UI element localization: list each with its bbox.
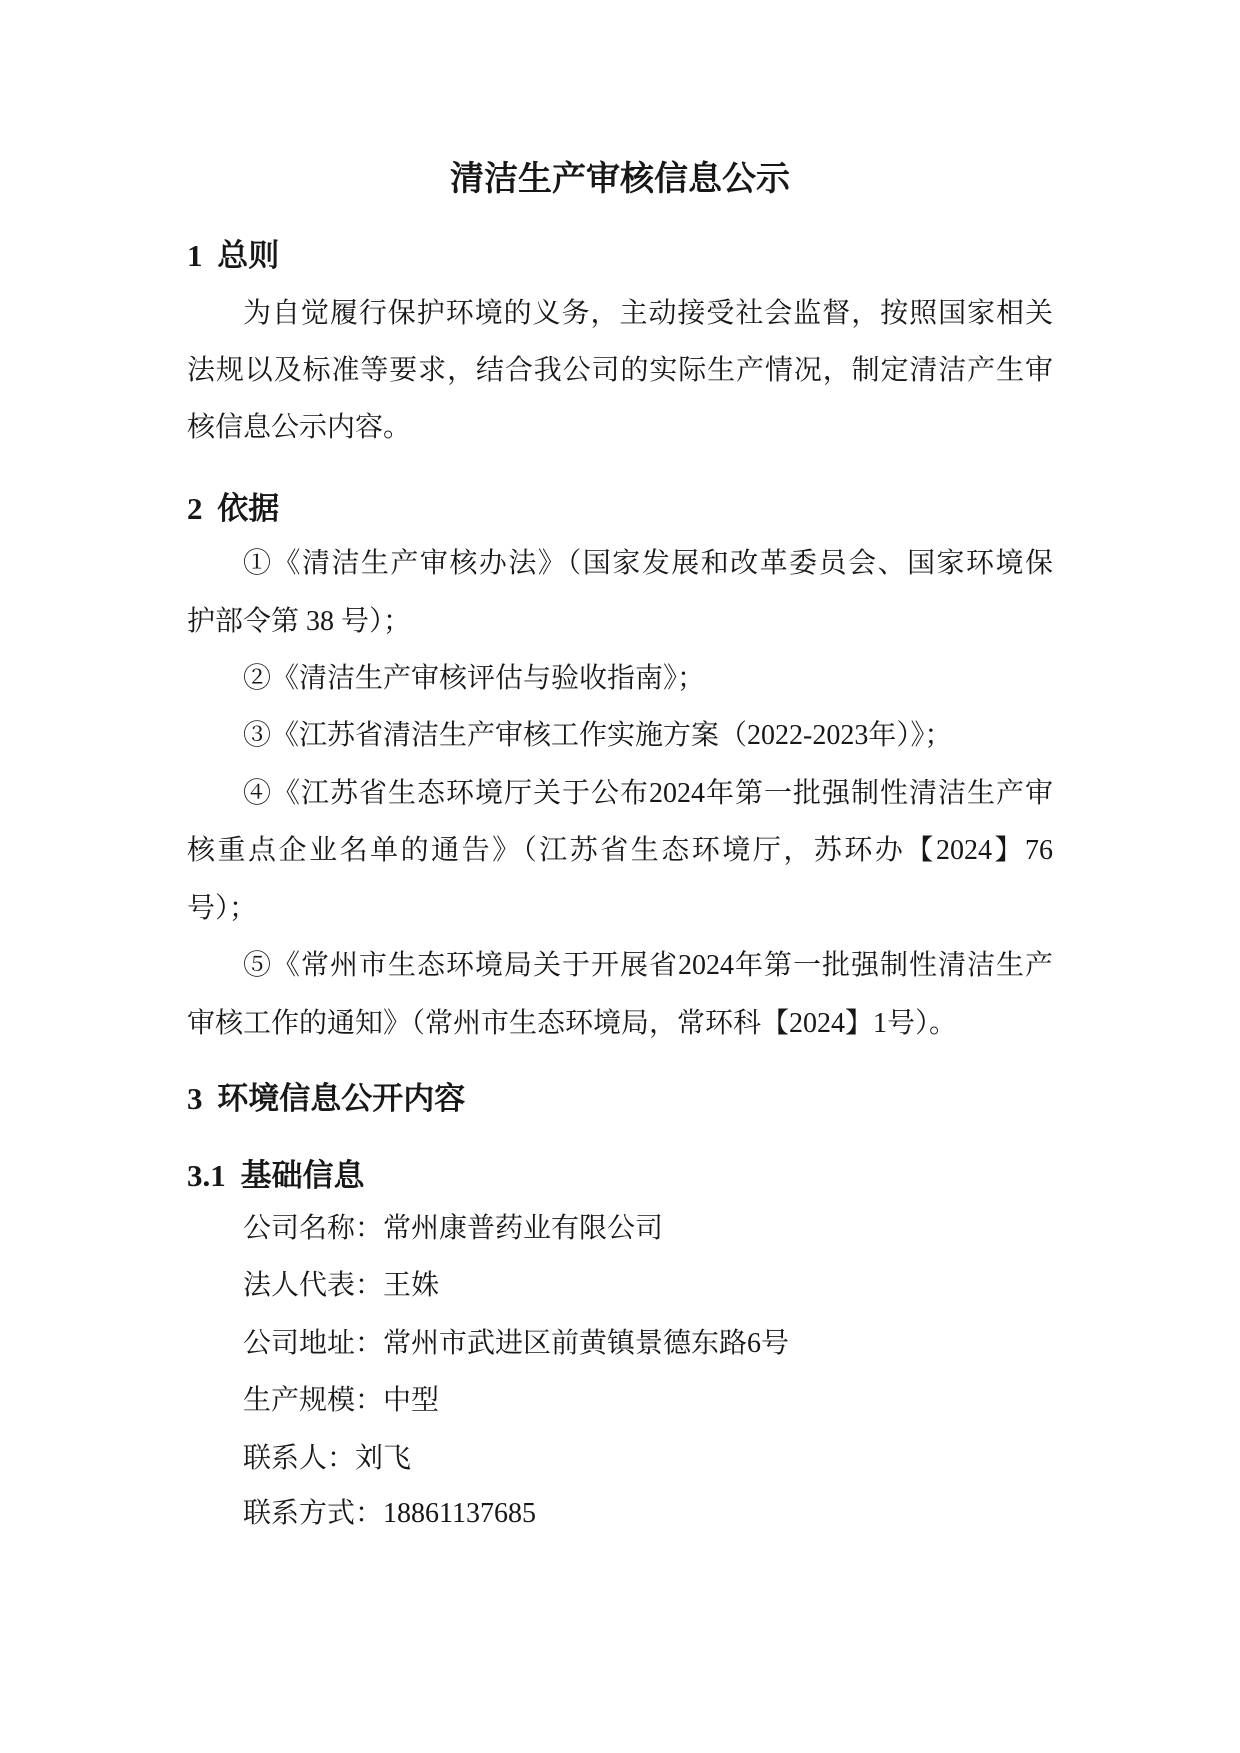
basis-item-4-line-2: 核重点企业名单的通告》（江苏省生态环境厅，苏环办【2024】76 (187, 835, 1053, 866)
section-1-paragraph-line-2: 法规以及标准等要求，结合我公司的实际生产情况，制定清洁产生审 (187, 355, 1053, 386)
production-scale-line-1: 生产规模：中型 (243, 1385, 440, 1416)
company-name-line-1: 公司名称：常州康普药业有限公司 (243, 1213, 664, 1244)
basis-item-5-line-2: 审核工作的通知》（常州市生态环境局，常环科【2024】1号）。 (187, 1008, 958, 1039)
basis-item-3-line-1: ③《江苏省清洁生产审核工作实施方案（2022-2023年）》； (243, 720, 953, 751)
contact-phone-line-1: 联系方式：18861137685 (243, 1498, 536, 1529)
basis-item-4-line-3: 号）； (187, 893, 258, 924)
document-title: 清洁生产审核信息公示 (450, 161, 790, 198)
basis-item-1-line-1: ①《清洁生产审核办法》（国家发展和改革委员会、国家环境保 (243, 548, 1053, 579)
section-1-paragraph-line-3: 核信息公示内容。 (187, 412, 412, 443)
basis-item-5-line-1: ⑤《常州市生态环境局关于开展省2024年第一批强制性清洁生产 (243, 950, 1053, 981)
basis-item-1-line-2: 护部令第 38 号）； (187, 606, 412, 637)
legal-representative-line-1: 法人代表：王姝 (243, 1270, 440, 1301)
section-1-heading: 1 总则 (187, 238, 280, 273)
company-address-line-1: 公司地址：常州市武进区前黄镇景德东路6号 (243, 1328, 790, 1359)
section-3-1-heading: 3.1 基础信息 (187, 1158, 365, 1193)
section-2-heading: 2 依据 (187, 491, 280, 526)
basis-item-4-line-1: ④《江苏省生态环境厅关于公布2024年第一批强制性清洁生产审 (243, 778, 1053, 809)
section-1-paragraph-line-1: 为自觉履行保护环境的义务，主动接受社会监督，按照国家相关 (243, 298, 1053, 329)
section-3-heading: 3 环境信息公开内容 (187, 1081, 466, 1116)
basis-item-2-line-1: ②《清洁生产审核评估与验收指南》； (243, 663, 706, 694)
contact-person-line-1: 联系人：刘飞 (243, 1443, 412, 1474)
